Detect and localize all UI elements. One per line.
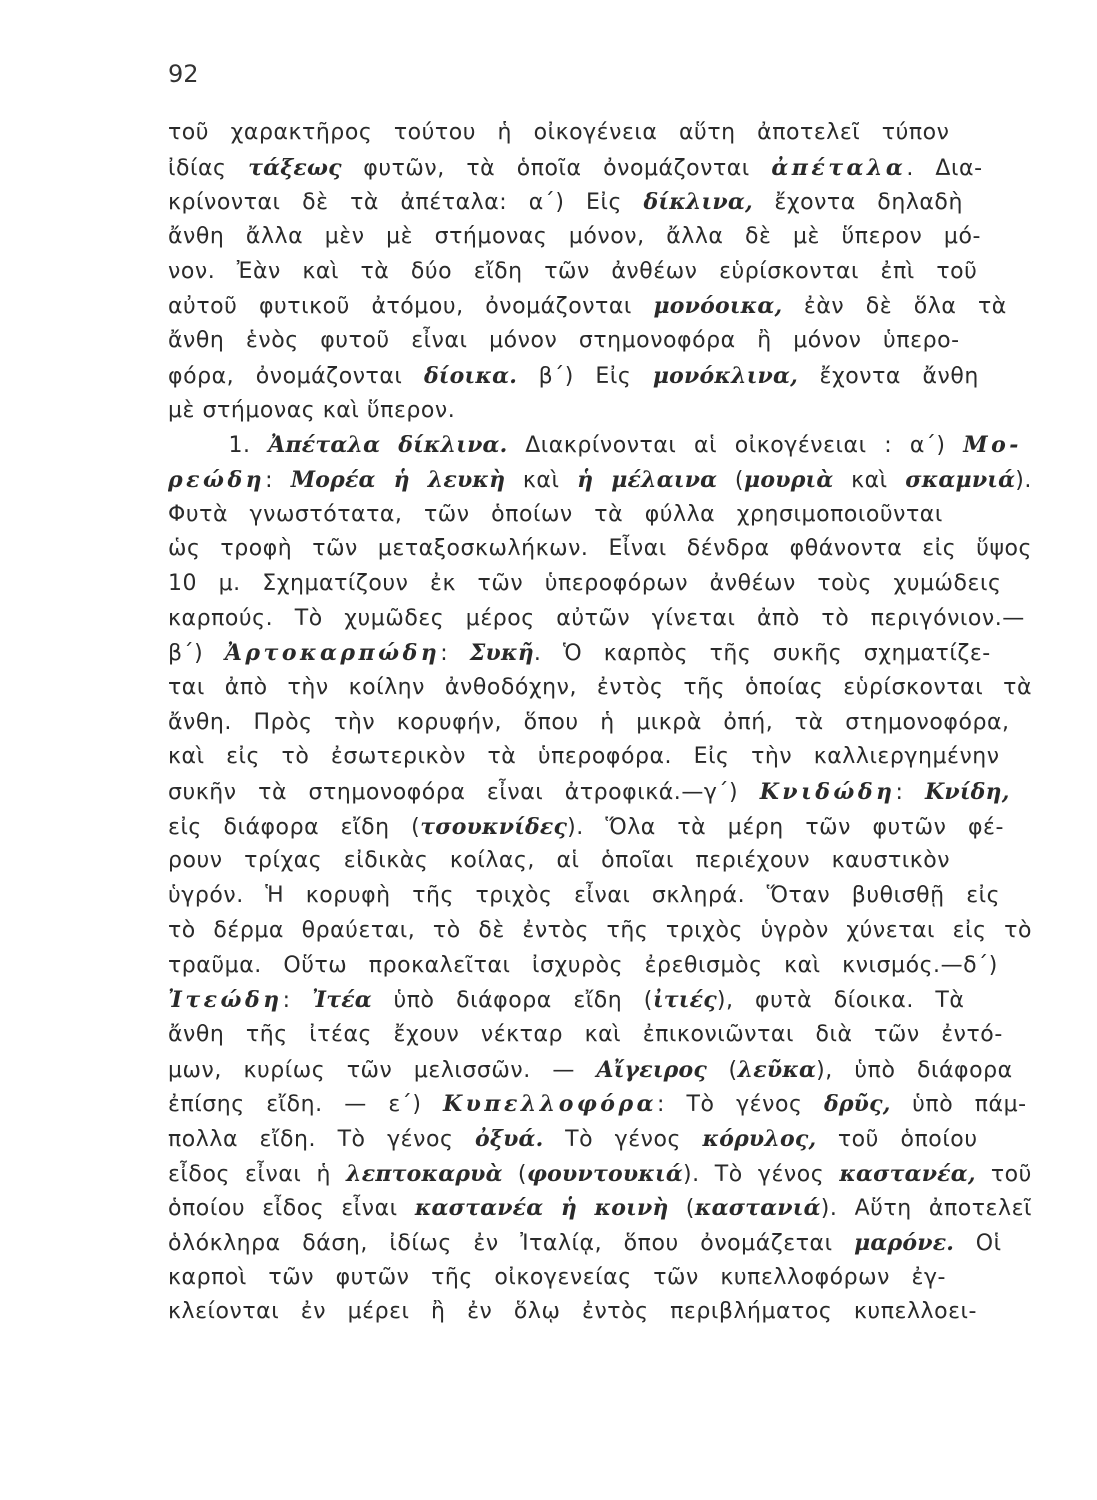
text-segment: ), ὑπὸ διάφορα [816,1057,1013,1083]
emphasized-term: καστανέα, [839,1160,976,1187]
emphasized-term: ἡ μέλαινα [577,466,718,493]
text-segment: ὑπὸ διάφορα εἴδη ( [371,988,653,1014]
text-segment: ). Τὸ γένος [682,1161,840,1187]
text-line [168,775,1032,810]
text-line [168,636,1032,671]
text-segment: 10 μ. Σχηματίζουν ἐκ τῶν ὑπεροφόρων ἀνθέων τοὺς χυμώδεις [168,570,1002,596]
text-line [168,1295,1032,1330]
text-segment: : [265,467,291,493]
text-line [168,532,1032,567]
text-segment: ὑγρόν. Ἡ κορυφὴ τῆς τριχὸς εἶναι σκληρά. Ὅταν βυθισθῇ εἰς [168,883,1001,909]
text-line [168,116,1032,151]
text-line [168,1018,1032,1053]
text-segment: ). Αὕτη ἀποτελεῖ [820,1196,1032,1222]
text-segment: ( [706,1057,738,1083]
text-segment: φόρα, ὀνομάζονται [168,363,424,389]
text-line [168,1053,1032,1088]
text-line [168,879,1032,914]
emphasized-term: καστανιά [694,1195,821,1222]
text-segment: ἄνθη ἑνὸς φυτοῦ εἶναι μόνον στημονοφόρα ἢ μόνον ὑπερο- [168,328,960,354]
text-segment: Διακρίνονται αἱ οἰκογένειαι : α΄) [507,433,964,459]
text-line [168,1191,1032,1226]
text-segment: ἄνθη. Πρὸς τὴν κορυφήν, ὅπου ἡ μικρὰ ὀπή, τὰ στημονοφόρα, [168,709,1010,735]
text-segment: καὶ [505,467,578,493]
text-line [168,255,1032,290]
text-segment: συκῆν τὰ στημονοφόρα εἶναι ἀτροφικά.—γ΄) [168,780,760,806]
text-segment: ἄνθη ἄλλα μὲν μὲ στήμονας μόνον, ἄλλα δὲ μὲ ὕπερον μό- [168,224,981,250]
text-segment: β΄) [168,641,225,667]
text-segment: ὑπὸ πάμ- [890,1092,1027,1118]
emphasized-term: Κυπελλοφόρα [443,1091,658,1118]
text-line [168,1122,1032,1157]
text-segment: ὡς τροφὴ τῶν μεταξοσκωλήκων. Εἶναι δένδρα φθάνοντα εἰς ὕψος [168,536,1032,562]
emphasized-term: μονόκλινα, [652,362,799,389]
text-line [168,567,1032,602]
emphasized-term: Μορέα ἡ λευκὴ [290,466,506,493]
emphasized-term: κόρυλος, [702,1125,817,1152]
emphasized-term: τάξεως [248,154,342,181]
text-line [168,428,1032,463]
text-line [168,498,1032,533]
text-segment: καὶ [833,467,906,493]
text-segment: τοῦ ὁποίου [816,1126,978,1152]
text-segment: τοῦ χαρακτῆρος τούτου ἡ οἰκογένεια αὕτη ἀποτελεῖ τύπον [168,120,950,145]
text-line [168,914,1032,949]
emphasized-term: μουριὰ [744,466,834,493]
text-line [168,289,1032,324]
emphasized-term: Ἀρτοκαρπώδη [224,640,441,667]
text-segment: 1. [168,433,269,459]
text-segment: ἰδίας [168,155,249,181]
text-line [168,602,1032,637]
text-segment: φυτῶν, τὰ ὁποῖα ὀνομάζονται [341,155,772,181]
text-line [168,324,1032,359]
emphasized-term: μαρόνε. [854,1230,955,1256]
text-segment: ). [1015,467,1032,493]
emphasized-term: Συκῆ [469,640,534,667]
text-segment: τραῦμα. Οὕτω προκαλεῖται ἰσχυρὸς ἐρεθισμὸς καὶ κνισμός.—δ΄) [168,952,998,978]
text-segment: τὸ δέρμα θραύεται, τὸ δὲ ἐντὸς τῆς τριχὸς ὑγρὸν χύνεται εἰς τὸ [168,917,1032,943]
emphasized-term: Κνίδη, [925,779,1010,806]
text-line [168,359,1032,394]
text-segment: : Τὸ γένος [657,1092,824,1118]
text-segment: ρουν τρίχας εἰδικὰς κοίλας, αἱ ὁποῖαι περιέχουν καυστικὸν [168,848,951,874]
text-segment: μων, κυρίως τῶν μελισσῶν. — [168,1057,597,1083]
text-segment: εἰς διάφορα εἴδη ( [168,814,421,840]
emphasized-term: ἀπέταλα [771,154,907,181]
text-line [168,394,1032,429]
text-segment: ὁποίου εἶδος εἶναι [168,1196,415,1222]
text-segment: . Ὁ καρπὸς τῆς συκῆς σχηματίζε- [533,641,991,667]
emphasized-term: λεῦκα [737,1056,817,1083]
text-segment: αὐτοῦ φυτικοῦ ἀτόμου, ὀνομάζονται [168,294,654,320]
emphasized-term: τσουκνίδες [420,813,568,840]
text-line [168,151,1032,186]
text-segment: ). Ὅλα τὰ μέρη τῶν φυτῶν φέ- [567,814,1004,840]
text-segment: καὶ εἰς τὸ ἐσωτερικὸν τὰ ὑπεροφόρα. Εἰς τὴν καλλιεργημένην [168,744,1000,770]
emphasized-term: ρεώδη [168,466,266,493]
text-segment: ( [502,1161,528,1187]
emphasized-term: δίκλινα, [643,189,753,216]
emphasized-term: Μο- [963,432,1022,459]
text-segment: κλείονται ἐν μέρει ἢ ἐν ὅλῳ ἐντὸς περιβλήματος κυπελλοει- [168,1299,978,1325]
text-line [168,949,1032,984]
emphasized-term: ὀξυά. [474,1125,544,1152]
page-number: 92 [168,60,199,88]
text-segment: ἔχοντα δηλαδὴ [752,190,963,216]
text-line [168,810,1032,845]
emphasized-term: σκαμνιά [905,466,1016,493]
text-line [168,220,1032,255]
text-segment: μὲ στήμονας καὶ ὕπερον. [168,397,456,423]
text-line [168,983,1032,1018]
emphasized-term: Ἰτεώδη [168,987,283,1014]
text-line [168,1087,1032,1122]
text-segment: ), φυτὰ δίοικα. Τὰ [716,988,965,1014]
text-line [168,185,1032,220]
text-segment: ἐπίσης εἴδη. — ε΄) [168,1092,444,1118]
text-segment: ται ἀπὸ τὴν κοίλην ἀνθοδόχην, ἐντὸς τῆς ὁποίας εὑρίσκονται τὰ [168,675,1032,700]
body-text [168,116,1032,1330]
text-segment: Οἱ [954,1231,1002,1256]
emphasized-term: ἰτιές [652,987,717,1014]
emphasized-term: Αἴγειρος [596,1056,707,1083]
text-segment: ὁλόκληρα δάση, ἰδίως ἐν Ἰταλίᾳ, ὅπου ὀνομάζεται [168,1231,855,1256]
emphasized-term: φουντουκιά [527,1160,683,1187]
text-segment: ( [668,1196,695,1222]
text-segment: ἔχοντα ἄνθη [798,363,979,389]
text-segment: : [282,988,313,1014]
text-segment: Φυτὰ γνωστότατα, τῶν ὁποίων τὰ φύλλα χρησιμοποιοῦνται [168,501,943,527]
text-segment: ( [717,467,745,493]
emphasized-term: μονόοικα, [653,293,783,320]
text-segment: νον. Ἐὰν καὶ τὰ δύο εἴδη τῶν ἀνθέων εὑρίσκονται ἐπὶ τοῦ [168,258,978,284]
text-segment: πολλα εἴδη. Τὸ γένος [168,1126,475,1152]
text-segment: κρίνονται δὲ τὰ ἀπέταλα: α΄) Εἰς [168,190,644,216]
text-segment: β΄) Εἰς [517,363,653,389]
text-line [168,706,1032,741]
emphasized-term: Ἀπέταλα δίκλινα. [268,432,508,459]
emphasized-term: λεπτοκαρυὰ [346,1160,503,1187]
text-segment: Τὸ γένος [543,1126,703,1152]
emphasized-term: δίοικα. [423,362,518,389]
text-segment: τοῦ [975,1161,1032,1187]
text-segment: εἶδος εἶναι ἡ [168,1161,347,1187]
text-segment: : [440,641,470,667]
text-segment: καρποὶ τῶν φυτῶν τῆς οἰκογενείας τῶν κυπελλοφόρων ἐγ- [168,1264,947,1290]
text-line [168,844,1032,879]
emphasized-term: καστανέα ἡ κοινὴ [414,1195,669,1222]
text-line [168,1226,1032,1261]
emphasized-term: δρῦς, [823,1091,891,1118]
text-segment: . Δια- [906,155,983,181]
text-line [168,463,1032,498]
emphasized-term: Κνιδώδη [759,779,896,806]
text-line [168,740,1032,775]
text-segment: καρπούς. Τὸ χυμῶδες μέρος αὐτῶν γίνεται ἀπὸ τὸ περιγόνιον.— [168,605,1025,631]
text-segment: : [895,780,926,806]
text-line [168,671,1032,706]
text-line [168,1157,1032,1192]
text-line [168,1261,1032,1296]
emphasized-term: Ἰτέα [312,987,372,1014]
text-segment: ἄνθη τῆς ἰτέας ἔχουν νέκταρ καὶ ἐπικονιῶνται διὰ τῶν ἐντό- [168,1021,1003,1047]
text-segment: ἐὰν δὲ ὅλα τὰ [782,294,1007,320]
